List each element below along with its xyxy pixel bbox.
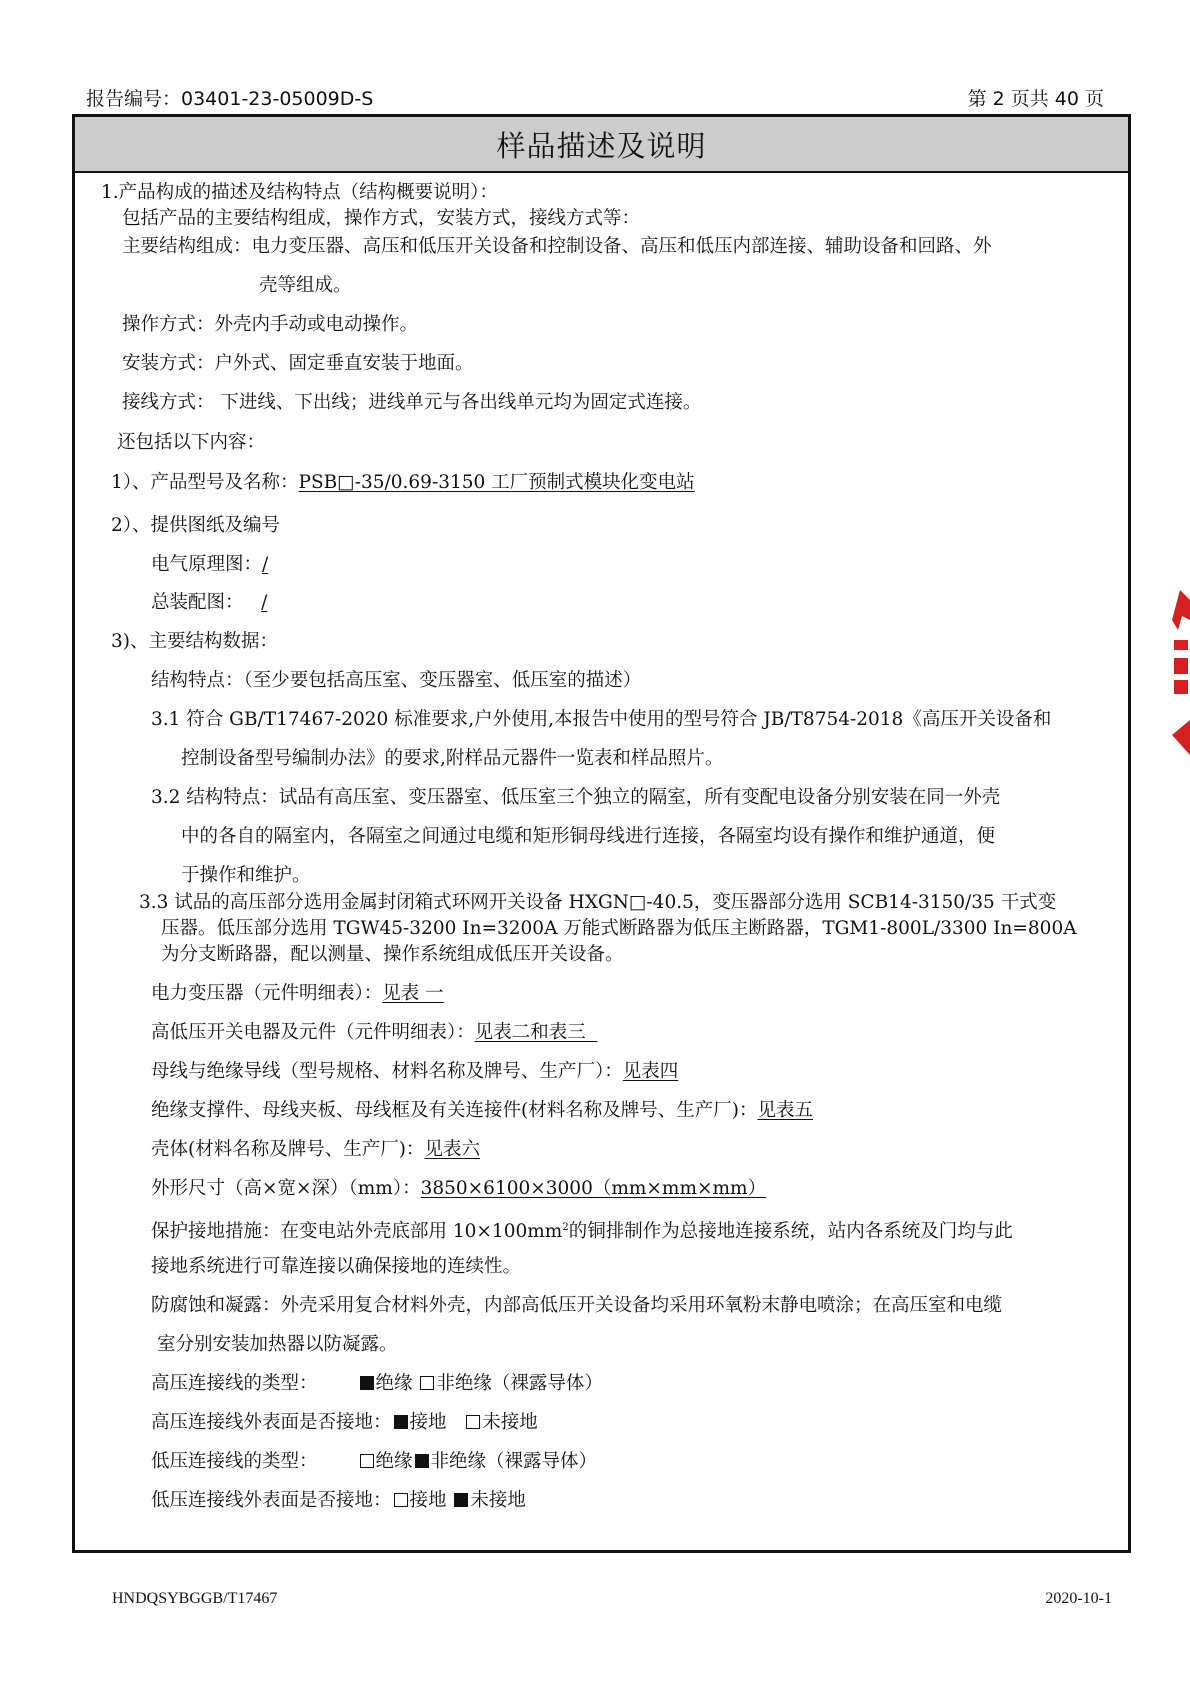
superscript: 2 (562, 1222, 569, 1233)
checkbox-group-label: 高压连接线的类型： (151, 1373, 318, 1394)
checkbox-not-grounded[interactable] (454, 1493, 468, 1507)
table-ref-link: 见表二和表三 (474, 1022, 598, 1043)
para-3-3-line1: 3.3 试品的高压部分选用金属封闭箱式环网开关设备 HXGN□-40.5，变压器部分选用 SCB14-3150/35 干式变 (139, 892, 1057, 913)
structure-data-heading: 3)、主要结构数据： (111, 631, 278, 652)
para-3-3-line2: 压器。低压部分选用 TGW45-3200 In=3200A 万能式断路器为低压主断路器，TGM1-800L/3300 In=800A (161, 918, 1077, 939)
para-3-1-line2: 控制设备型号编制办法》的要求,附样品元器件一览表和样品照片。 (181, 748, 724, 769)
anticorrosion-line1: 防腐蚀和凝露：外壳采用复合材料外壳，内部高低压开关设备均采用环氧粉末静电喷涂；在高压室和电缆 (151, 1295, 1003, 1316)
document-frame (72, 114, 1131, 1553)
option-label: 绝缘 (375, 1451, 413, 1472)
anticorrosion-line2: 室分别安装加热器以防凝露。 (157, 1334, 398, 1355)
footer-date: 2020-10-1 (1045, 1590, 1112, 1607)
option-label: 非绝缘（裸露导体） (436, 1373, 603, 1394)
table-ref-label: 绝缘支撑件、母线夹板、母线框及有关连接件(材料名称及牌号、生产厂)： (151, 1100, 758, 1121)
structure-line1 (122, 235, 992, 259)
assembly-drawing-line (151, 591, 267, 615)
table-ref-link: 见表 一 (382, 983, 444, 1004)
grounding-text: 的铜排制作为总接地连接系统，站内各系统及门均与此 (568, 1221, 1013, 1243)
product-model-line (111, 471, 695, 495)
option-label: 接地 (409, 1412, 447, 1433)
dimensions-line (151, 1177, 766, 1201)
table-ref-link: 见表五 (757, 1100, 813, 1121)
dimensions-value: 3850×6100×3000（mm×mm×mm） (420, 1178, 767, 1199)
structure-line2: 壳等组成。 (259, 275, 352, 296)
drawings-heading: 2）、提供图纸及编号 (111, 515, 281, 536)
checkbox-grounded[interactable] (394, 1415, 408, 1429)
assembly-drawing-value: / (261, 592, 268, 613)
para-3-1-line1: 3.1 符合 GB/T17467-2020 标准要求,户外使用,本报告中使用的型号符合 JB/T8754-2018《高压开关设备和 (151, 709, 1052, 730)
operation-mode: 操作方式：外壳内手动或电动操作。 (122, 314, 419, 335)
table-ref-label: 电力变压器（元件明细表）： (151, 983, 383, 1004)
option-label: 非绝缘（裸露导体） (430, 1451, 598, 1472)
checkbox-non-insulated[interactable] (420, 1376, 434, 1390)
table-ref-label: 高低压开关电器及元件（元件明细表）： (151, 1022, 475, 1043)
option-label: 绝缘 (375, 1373, 413, 1394)
table-ref-row (151, 1021, 598, 1045)
checkbox-non-insulated[interactable] (415, 1454, 429, 1468)
checkbox-insulated[interactable] (360, 1376, 374, 1390)
installation-mode: 安装方式：户外式、固定垂直安装于地面。 (122, 353, 474, 374)
table-ref-row (151, 1060, 678, 1084)
checkbox-grounded[interactable] (394, 1493, 408, 1507)
wiring-mode: 接线方式： 下进线、下出线；进线单元与各出线单元均为固定式连接。 (122, 392, 702, 413)
table-ref-link: 见表六 (424, 1139, 480, 1160)
checkbox-group-label: 低压连接线的类型： (151, 1451, 318, 1472)
product-model-value: PSB□-35/0.69-3150 工厂预制式模块化变电站 (298, 472, 695, 493)
dimensions-label: 外形尺寸（高×宽×深）（mm）： (151, 1178, 421, 1199)
checkbox-group-label: 低压连接线外表面是否接地： (151, 1490, 392, 1511)
para-3-2-line2: 中的各自的隔室内，各隔室之间通过电缆和矩形铜母线进行连接，各隔室均设有操作和维护通道，便 (181, 826, 996, 847)
table-ref-label: 壳体(材料名称及牌号、生产厂)： (151, 1139, 425, 1160)
section1-intro: 包括产品的主要结构组成，操作方式，安装方式，接线方式等： (122, 208, 641, 229)
para-3-2-line3: 于操作和维护。 (181, 865, 311, 886)
electrical-diagram-value: / (262, 554, 269, 575)
para-3-3-line3: 为分支断路器，配以测量、操作系统组成低压开关设备。 (161, 944, 624, 965)
option-label: 未接地 (470, 1490, 526, 1511)
footer-doc-code: HNDQSYBGGB/T17467 (112, 1590, 278, 1607)
table-ref-row (151, 982, 444, 1006)
lv-surface-grounded (151, 1489, 526, 1513)
checkbox-insulated[interactable] (360, 1454, 374, 1468)
checkbox-not-grounded[interactable] (466, 1415, 480, 1429)
table-ref-row (151, 1099, 813, 1123)
structure-features-label: 结构特点：（至少要包括高压室、变压器室、低压室的描述） (151, 670, 642, 691)
page-title: 样品描述及说明 (75, 117, 1128, 173)
para-3-2-line1: 3.2 结构特点：试品有高压室、变压器室、低压室三个独立的隔室，所有变配电设备分别安装在同一外壳 (151, 787, 1001, 808)
grounding-line1 (151, 1216, 1013, 1244)
table-ref-label: 母线与绝缘导线（型号规格、材料名称及牌号、生产厂）： (151, 1061, 623, 1082)
structure-label: 主要结构组成： (122, 236, 252, 257)
grounding-line2: 接地系统进行可靠连接以确保接地的连续性。 (151, 1256, 522, 1277)
option-label: 未接地 (482, 1412, 538, 1433)
electrical-diagram-line (151, 553, 268, 577)
checkbox-group-label: 高压连接线外表面是否接地： (151, 1412, 392, 1433)
report-number: 报告编号：03401-23-05009D-S (86, 88, 374, 110)
electrical-diagram-label: 电气原理图： (151, 554, 263, 575)
seal-stamp-icon (1170, 590, 1190, 760)
structure-text: 电力变压器、高压和低压开关设备和控制设备、高压和低压内部连接、辅助设备和回路、外 (251, 236, 992, 257)
also-includes: 还包括以下内容： (117, 432, 266, 453)
product-model-label: 1）、产品型号及名称： (111, 472, 299, 493)
hv-connection-type (151, 1372, 603, 1396)
section1-heading: 1.产品构成的描述及结构特点（结构概要说明）： (101, 182, 498, 203)
hv-surface-grounded (151, 1411, 538, 1435)
table-ref-link: 见表四 (622, 1061, 679, 1082)
assembly-drawing-label: 总装配图： (151, 592, 244, 613)
table-ref-row (151, 1138, 480, 1162)
grounding-text: 保护接地措施：在变电站外壳底部用 10×100mm (151, 1221, 563, 1243)
lv-connection-type (151, 1450, 597, 1474)
seal-stamp-fragment (1170, 590, 1190, 760)
option-label: 接地 (409, 1490, 447, 1511)
page-info: 第 2 页共 40 页 (967, 88, 1104, 110)
